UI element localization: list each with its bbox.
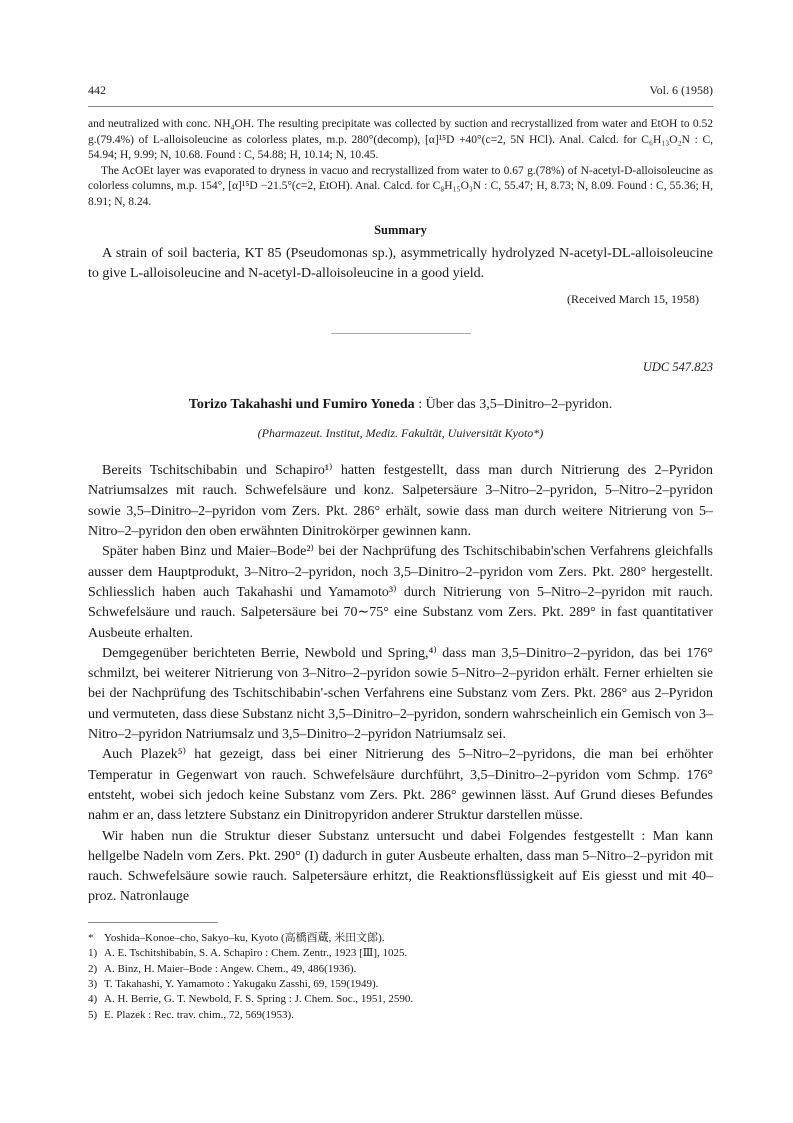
footnote xyxy=(88,931,713,946)
experimental-paragraph-1: and neutralized with conc. NH₄OH. The resulting precipitate was collected by suction and recrystallized from water and EtOH to 0.52 g.(79.4%) of L-alloisoleucine as colorless plates, m.p. 280°(decomp), [α]¹⁵D +40°(c=2, 5N HCl). Anal. Calcd. for C₆H₁₃O₂N : C, 54.94; H, 9.99; N, 10.68. Found : C, 54.88; H, 10.14; N, 10.45. xyxy=(88,118,713,162)
footnote-text: Yoshida–Konoe–cho, Sakyo–ku, Kyoto (高橋酉蔵, 米田文郎). xyxy=(104,931,385,944)
body-paragraph: Demgegenüber berichteten Berrie, Newbold und Spring,⁴⁾ dass man 3,5–Dinitro–2–pyridon, das bei 176° schmilzt, bei weiterer Nitrierung von 3–Nitro–2–pyridon sowie 5–Nitro–2–pyridon erhält. Ferner erhielten sie bei der Nachprüfung des Tschitschibabin'-schen Verfahrens eine Substanz vom Zers. Pkt. 286° aus 2–Pyridon und vermuteten, dass diese Substanz nicht 3,5–Dinitro–2–pyridon, sondern wahrscheinlich ein Gemisch von 3–Nitro–2–pyridon Natriumsalz und 3,5–Dinitro–2–pyridon Natriumsalz sei. xyxy=(88,645,713,743)
body-paragraph: Wir haben nun die Struktur dieser Substanz untersucht und dabei Folgendes festgestellt : Man kann hellgelbe Nadeln vom Zers. Pkt. 290° (I) dadurch in guter Ausbeute erhalten, dass man 5–Nitro–2–pyridon mit rauch. Schwefelsäure sowie rauch. Salpetersäure erhitzt, die Reaktionsflüssigkeit auf Eis giesst und mit 40–proz. Natronlauge xyxy=(88,828,713,905)
received-date: (Received March 15, 1958) xyxy=(567,292,699,307)
footnote-mark: * xyxy=(88,931,94,944)
summary-heading: Summary xyxy=(374,222,427,237)
affiliation: (Pharmazeut. Institut, Mediz. Fakultät, Uuiversität Kyoto*) xyxy=(257,426,544,441)
body-paragraph: Auch Plazek⁵⁾ hat gezeigt, dass bei einer Nitrierung des 5–Nitro–2–pyridons, die man bei erhöhter Temperatur in Gegenwart von rauch. Schwefelsäure durchführt, 3,5–Dinitro–2–pyridon vom Schmp. 176° entsteht, wobei sich jedoch keine Substanz vom Zers. Pkt. 286° gewinnen lässt. Auf Grund dieses Befundes nahm er an, dass letztere Substanz ein Dinitropyridon anderer Struktur darstellen müsse. xyxy=(88,747,713,824)
footnotes xyxy=(88,931,713,1023)
article-separator xyxy=(331,333,471,334)
footnote-text: A. H. Berrie, G. T. Newbold, F. S. Spring : J. Chem. Soc., 1951, 2590. xyxy=(104,993,414,1006)
footnote-mark: 2) xyxy=(88,962,98,975)
footnote xyxy=(88,1008,713,1023)
article-authors: Torizo Takahashi und Fumiro Yoneda xyxy=(188,397,415,413)
body-paragraph: Später haben Binz und Maier–Bode²⁾ bei der Nachprüfung des Tschitschibabin'schen Verfahrens gleichfalls ausser dem Hauptprodukt, 3–Nitro–2–pyridon, noch 3,5–Dinitro–2–pyridon vom Zers. Pkt. 280° hergestellt. Schliesslich haben auch Takahashi und Yamamoto³⁾ durch Nitrierung von 5–Nitro–2–pyridon mit rauch. Schwefelsäure und rauch. Salpetersäure bei 70∼75° eine Substanz vom Zers. Pkt. 289° in fast quantitativer Ausbeute erhalten. xyxy=(88,544,713,641)
footnote-rule xyxy=(88,922,218,923)
footnote-mark: 1) xyxy=(88,947,98,960)
footnote xyxy=(88,946,713,961)
summary-text: A strain of soil bacteria, KT 85 (Pseudomonas sp.), asymmetrically hydrolyzed N-acetyl-DL-alloisoleucine to give L-alloisoleucine and N-acetyl-D-alloisoleucine in a good yield. xyxy=(88,245,713,281)
udc-code: UDC 547.823 xyxy=(642,360,713,375)
body-paragraph: Bereits Tschitschibabin und Schapiro¹⁾ hatten festgestellt, dass man durch Nitrierung des 2–Pyridon Natriumsalzes mit rauch. Schwefelsäure und konz. Salpetersäure 3–Nitro–2–pyridon, 5–Nitro–2–pyridon sowie 3,5–Dinitro–2–pyridon vom Zers. Pkt. 286° erhält, sowie dass man durch weitere Nitrierung von 5–Nitro–2–pyridon den oben erwähnten Dinitrokörper gewinnen kann. xyxy=(88,463,713,540)
footnote-mark: 4) xyxy=(88,993,98,1006)
footnote xyxy=(88,977,713,992)
footnote xyxy=(88,992,713,1007)
footnote-mark: 3) xyxy=(88,977,98,990)
journal-page xyxy=(88,82,713,1023)
running-header xyxy=(88,82,713,98)
summary-section xyxy=(88,244,713,285)
article-body xyxy=(88,461,713,908)
footnote xyxy=(88,962,713,977)
header-rule xyxy=(88,106,713,107)
footnote-text: A. Binz, H. Maier–Bode : Angew. Chem., 49, 486(1936). xyxy=(104,962,357,975)
footnote-text: E. Plazek : Rec. trav. chim., 72, 569(1953). xyxy=(104,1008,294,1021)
article-title-text: : Über das 3,5–Dinitro–2–pyridon. xyxy=(418,397,613,413)
experimental-paragraph-2: The AcOEt layer was evaporated to dryness in vacuo and recrystallized from water to 0.67 g.(78%) of N-acetyl-D-alloisoleucine as colorless columns, m.p. 154°, [α]¹⁵D −21.5°(c=2, EtOH). Anal. Calcd. for C₈H₁₅O₃N : C, 55.47; H, 8.73; N, 8.09. Found : C, 55.36; H, 8.91; N, 8.24. xyxy=(88,164,713,208)
footnote-mark: 5) xyxy=(88,1008,98,1021)
page-number: 442 xyxy=(88,83,106,97)
footnote-text: T. Takahashi, Y. Yamamoto : Yakugaku Zasshi, 69, 159(1949). xyxy=(104,977,379,990)
footnote-text: A. E. Tschitshibabin, S. A. Schapiro : Chem. Zentr., 1923 [Ⅲ], 1025. xyxy=(104,947,408,960)
experimental-continuation xyxy=(88,117,713,211)
volume-info: Vol. 6 (1958) xyxy=(649,83,713,97)
article-title xyxy=(88,397,713,413)
